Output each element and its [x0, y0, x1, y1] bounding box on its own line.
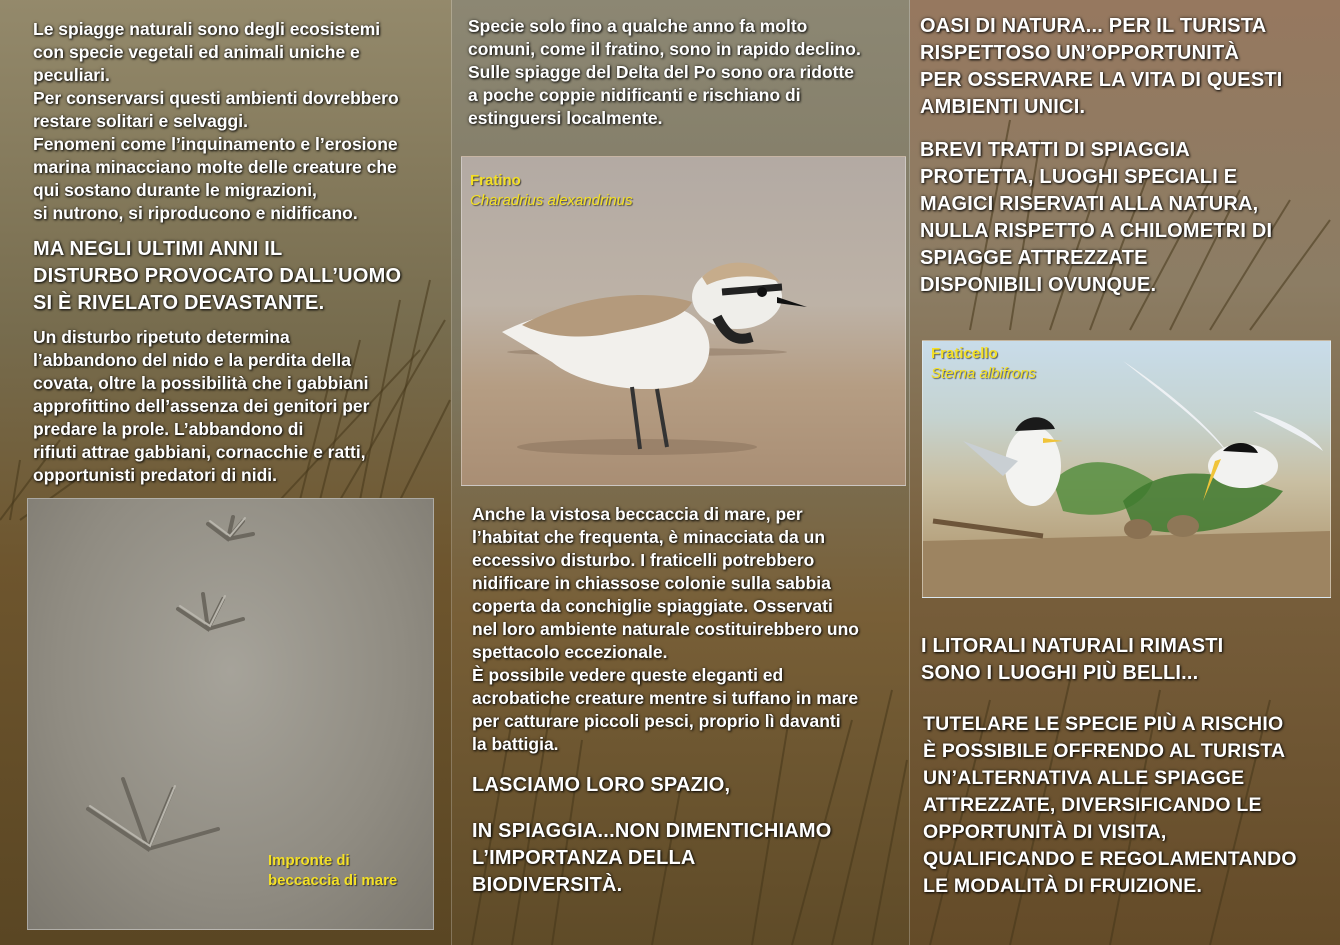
heading-line: BREVI TRATTI DI SPIAGGIA [920, 139, 1190, 161]
panel2-slogan1 [472, 772, 908, 799]
body-line: spettacolo eccezionale. [472, 642, 668, 662]
body-line: È possibile vedere queste eleganti ed [472, 665, 784, 685]
caption-line: beccaccia di mare [268, 872, 398, 889]
panel3-heading1 [920, 13, 1338, 121]
heading-line: OPPORTUNITÀ DI VISITA, [923, 821, 1167, 843]
panel-left [0, 0, 452, 945]
panel1-body [33, 326, 448, 487]
body-line: Un disturbo ripetuto determina [33, 327, 290, 347]
panel1-heading [33, 236, 448, 317]
body-line: l’abbandono del nido e la perdita della [33, 350, 351, 370]
fraticello-photo [922, 340, 1331, 598]
body-line: acrobatiche creature mentre si tuffano in mare [472, 688, 859, 708]
intro-line: Specie solo fino a qualche anno fa molto [468, 16, 808, 36]
body-line: nel loro ambiente naturale costituirebbero uno [472, 619, 859, 639]
intro-line: Per conservarsi questi ambienti dovrebbero [33, 88, 399, 108]
body-line: coperta da conchiglie spiaggiate. Osservati [472, 596, 833, 616]
caption-scientific-name: Sterna albifrons [931, 365, 1037, 382]
intro-line: con specie vegetali ed animali uniche e [33, 42, 360, 62]
body-line: Anche la vistosa beccaccia di mare, per [472, 504, 803, 524]
caption-line: Impronte di [268, 852, 350, 869]
body-line: approfittino dell’assenza dei genitori per [33, 396, 370, 416]
heading-line: NULLA RISPETTO A CHILOMETRI DI [920, 220, 1273, 242]
body-line: opportunisti predatori di nidi. [33, 465, 278, 485]
heading-line: OASI DI NATURA... PER IL TURISTA [920, 15, 1267, 37]
heading-line: SONO I LUOGHI PIÙ BELLI... [921, 662, 1199, 684]
heading-line: SPIAGGE ATTREZZATE [920, 247, 1148, 269]
body-line: eccessivo disturbo. I fraticelli potrebbero [472, 550, 815, 570]
body-line: predare la prole. L’abbandono di [33, 419, 304, 439]
body-line: la battigia. [472, 734, 559, 754]
footprints-caption [268, 851, 433, 891]
heading-line: DISTURBO PROVOCATO DALL’UOMO [33, 265, 402, 287]
panel2-body [472, 503, 908, 756]
heading-line: PER OSSERVARE LA VITA DI QUESTI [920, 69, 1283, 91]
intro-line: Sulle spiagge del Delta del Po sono ora ridotte [468, 62, 855, 82]
heading-line: AMBIENTI UNICI. [920, 96, 1086, 118]
intro-line: estinguersi localmente. [468, 108, 663, 128]
heading-line: QUALIFICANDO E REGOLAMENTANDO [923, 848, 1297, 870]
panel-right [910, 0, 1340, 945]
panel2-slogan2 [472, 818, 908, 899]
fraticello-caption [931, 344, 1231, 384]
heading-line: TUTELARE LE SPECIE PIÙ A RISCHIO [923, 713, 1284, 735]
intro-line: a poche coppie nidificanti e rischiano di [468, 85, 801, 105]
slogan-line: IN SPIAGGIA...NON DIMENTICHIAMO [472, 820, 832, 842]
body-line: covata, oltre la possibilità che i gabbiani [33, 373, 369, 393]
caption-common-name: Fratino [470, 172, 521, 189]
intro-line: Le spiagge naturali sono degli ecosistemi [33, 19, 381, 39]
intro-line: marina minacciano molte delle creature che [33, 157, 397, 177]
body-line: per catturare piccoli pesci, proprio lì davanti [472, 711, 841, 731]
intro-line: comuni, come il fratino, sono in rapido declino. [468, 39, 861, 59]
heading-line: SI È RIVELATO DEVASTANTE. [33, 292, 325, 314]
body-line: nidificare in chiassose colonie sulla sabbia [472, 573, 831, 593]
intro-line: si nutrono, si riproducono e nidificano. [33, 203, 358, 223]
heading-line: DISPONIBILI OVUNQUE. [920, 274, 1157, 296]
panel3-heading4 [923, 711, 1340, 900]
panel3-heading3 [921, 633, 1339, 687]
heading-line: MAGICI RISERVATI ALLA NATURA, [920, 193, 1259, 215]
intro-line: qui sostano durante le migrazioni, [33, 180, 317, 200]
intro-line: peculiari. [33, 65, 110, 85]
heading-line: I LITORALI NATURALI RIMASTI [921, 635, 1224, 657]
heading-line: PROTETTA, LUOGHI SPECIALI E [920, 166, 1238, 188]
heading-line: LE MODALITÀ DI FRUIZIONE. [923, 875, 1203, 897]
panel-middle [452, 0, 910, 945]
heading-line: È POSSIBILE OFFRENDO AL TURISTA [923, 740, 1286, 762]
slogan-line: LASCIAMO LORO SPAZIO, [472, 774, 731, 796]
caption-scientific-name: Charadrius alexandrinus [470, 192, 633, 209]
panel1-intro [33, 18, 448, 225]
heading-line: MA NEGLI ULTIMI ANNI IL [33, 238, 283, 260]
heading-line: UN’ALTERNATIVA ALLE SPIAGGE [923, 767, 1245, 789]
body-line: l’habitat che frequenta, è minacciata da un [472, 527, 826, 547]
fratino-caption [470, 171, 770, 211]
heading-line: ATTREZZATE, DIVERSIFICANDO LE [923, 794, 1262, 816]
footprints-photo [27, 498, 434, 930]
slogan-line: BIODIVERSITÀ. [472, 874, 623, 896]
slogan-line: L’IMPORTANZA DELLA [472, 847, 696, 869]
fratino-photo [461, 156, 906, 486]
intro-line: restare solitari e selvaggi. [33, 111, 248, 131]
heading-line: RISPETTOSO UN’OPPORTUNITÀ [920, 42, 1240, 64]
caption-common-name: Fraticello [931, 345, 998, 362]
panel3-heading2 [920, 137, 1338, 299]
panel2-intro [468, 15, 908, 130]
body-line: rifiuti attrae gabbiani, cornacchie e ratti, [33, 442, 366, 462]
intro-line: Fenomeni come l’inquinamento e l’erosione [33, 134, 398, 154]
